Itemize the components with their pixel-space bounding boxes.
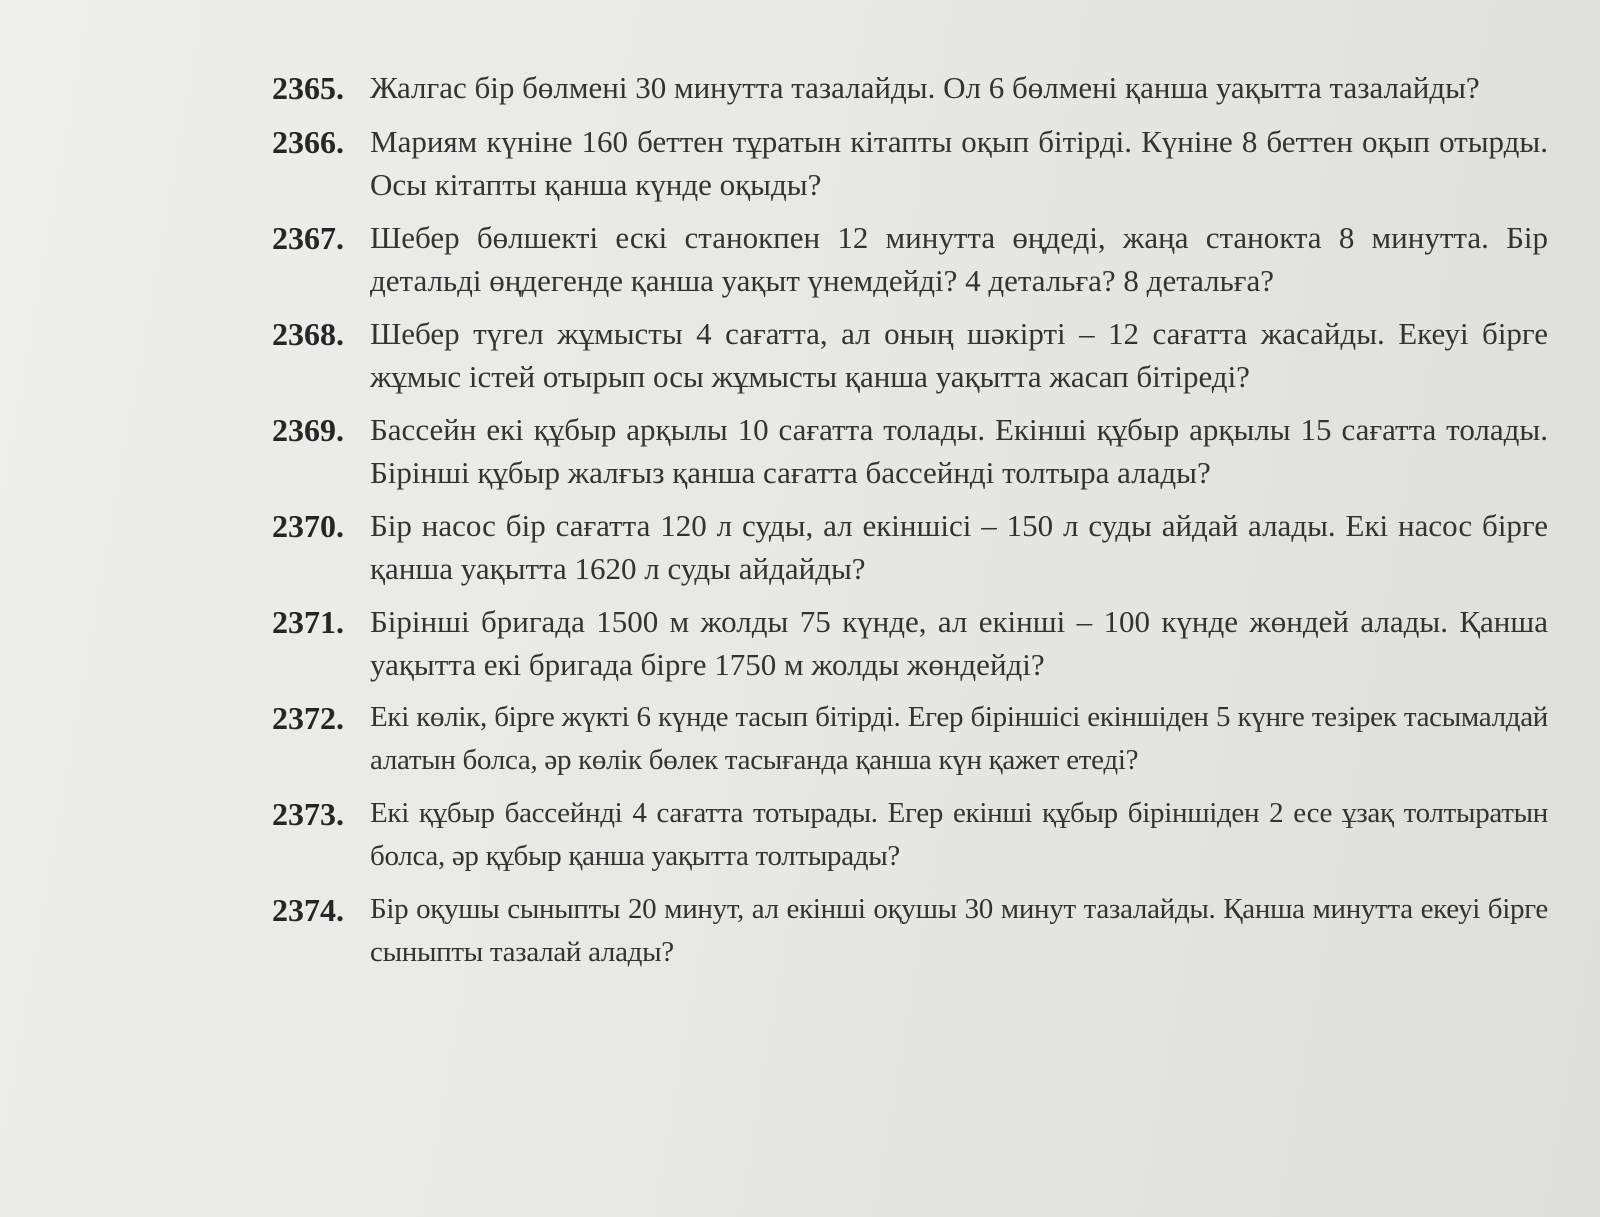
problem-text: Жалгас бір бөлмені 30 минутта тазалайды. Ол 6 бөлмені қанша уақытта тазалайды? — [370, 70, 1480, 105]
problem-text: Шебер түгел жұмысты 4 сағатта, ал оның шәкірті – 12 сағатта жасайды. Екеуі бірге жұмыс істей отырып осы жұмысты қанша уақытта жасап бітіреді? — [370, 316, 1548, 394]
problem-text: Екі құбыр бассейнді 4 сағатта тотырады. Егер екінші құбыр біріншіден 2 есе ұзақ толтыратын болса, әр құбыр қанша уақытта толтырады? — [370, 797, 1548, 872]
problem-text: Бассейн екі құбыр арқылы 10 сағатта толады. Екінші құбыр арқылы 15 сағатта толады. Бірінші құбыр жалғыз қанша сағатта бассейнді толтыра алады? — [370, 412, 1548, 490]
problem-text: Шебер бөлшекті ескі станокпен 12 минутта өңдеді, жаңа станокта 8 минутта. Бір детальді өңдегенде қанша уақыт үнемдейді? 4 детальға? 8 детальға? — [370, 220, 1548, 298]
problem-2368 — [272, 312, 1548, 398]
problem-2374 — [272, 888, 1548, 974]
problem-2367 — [272, 216, 1548, 302]
problem-2373 — [272, 792, 1548, 878]
problem-number: 2368. — [272, 316, 344, 352]
problem-number: 2371. — [272, 604, 344, 640]
problem-number: 2367. — [272, 220, 344, 256]
problem-text: Бір оқушы сыныпты 20 минут, ал екінші оқушы 30 минут тазалайды. Қанша минутта екеуі бірге сыныпты тазалай алады? — [370, 893, 1548, 968]
problem-text: Бір насос бір сағатта 120 л суды, ал екіншісі – 150 л суды айдай алады. Екі насос бірге қанша уақытта 1620 л суды айдайды? — [370, 508, 1548, 586]
problem-number: 2373. — [272, 796, 344, 832]
problem-text: Бірінші бригада 1500 м жолды 75 күнде, ал екінші – 100 күнде жөндей алады. Қанша уақытта екі бригада бірге 1750 м жолды жөндейді? — [370, 604, 1548, 682]
problem-number: 2372. — [272, 700, 344, 736]
problem-number: 2374. — [272, 892, 344, 928]
problem-text: Екі көлік, бірге жүкті 6 күнде тасып бітірді. Егер біріншісі екіншіден 5 күнге тезірек тасымалдай алатын болса, әр көлік бөлек тасығанда қанша күн қажет етеді? — [370, 701, 1548, 776]
problem-number: 2366. — [272, 124, 344, 160]
problem-text: Мариям күніне 160 беттен тұратын кітапты оқып бітірді. Күніне 8 беттен оқып отырды. Осы кітапты қанша күнде оқыды? — [370, 124, 1548, 202]
problem-number: 2369. — [272, 412, 344, 448]
problem-2369 — [272, 408, 1548, 494]
problem-number: 2370. — [272, 508, 344, 544]
problem-list — [272, 66, 1548, 984]
problem-2366 — [272, 120, 1548, 206]
problem-2365 — [272, 66, 1548, 110]
problem-2370 — [272, 504, 1548, 590]
problem-number: 2365. — [272, 70, 344, 106]
problem-2372 — [272, 696, 1548, 782]
problem-2371 — [272, 600, 1548, 686]
